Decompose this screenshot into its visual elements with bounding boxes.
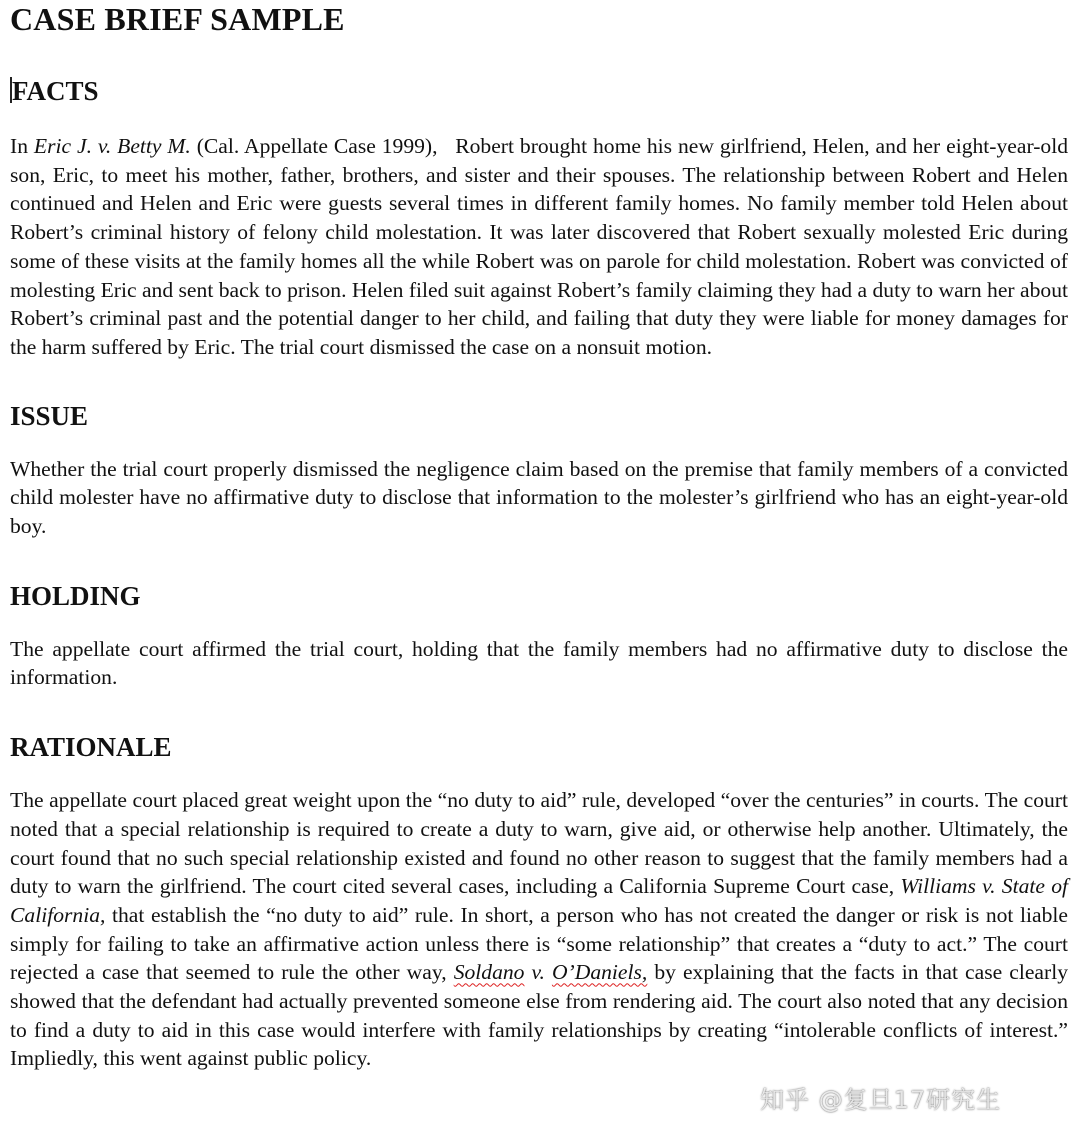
- rationale-section: [10, 732, 1068, 1073]
- issue-section: [10, 401, 1068, 541]
- holding-heading: HOLDING: [10, 580, 141, 611]
- facts-prefix: In: [10, 134, 34, 158]
- rationale-part2: that establish the “no duty to aid” rule. In short, a person who has not created the danger or risk is not liable simply for failing to take an affirmative action unless there is “some relationship” that creates a “duty to act.” The court rejected a case that seemed to rule the other way,: [10, 902, 1068, 985]
- facts-paragraph: [10, 132, 1074, 362]
- document-title: CASE BRIEF SAMPLE: [10, 1, 345, 37]
- rationale-part3: by explaining that the facts in that case clearly showed that the defendant had actually prevented someone else from rendering aid. The court also noted that any decision to find a duty to aid in this case would interfere with family relationships by creating “intolerable conflicts of interest.” Impliedly, this went against public policy.: [10, 960, 1068, 1071]
- document-page: [10, 0, 1074, 1073]
- watermark-text: 知乎 @复旦17研究生: [760, 1086, 1002, 1114]
- rationale-case-williams: Williams v. State of California,: [10, 874, 1068, 927]
- rationale-part1: The appellate court placed great weight upon the “no duty to aid” rule, developed “over the centuries” in courts. The court noted that a special relationship is required to create a duty to warn, give aid, or otherwise help another. Ultimately, the court found that no such special relationship existed and found no other reason to suggest that the family members had a duty to warn the girlfriend. The court cited several cases, including a California Supreme Court case,: [10, 788, 1068, 899]
- facts-heading-text: FACTS: [12, 76, 99, 106]
- issue-paragraph: Whether the trial court properly dismissed the negligence claim based on the premise that family members of a convicted child molester have no affirmative duty to disclose that information to the molester’s girlfriend who has an eight-year-old boy.: [10, 456, 1068, 539]
- rationale-paragraph: [10, 786, 1068, 1073]
- odaniels-spellcheck: O’Daniels,: [551, 960, 648, 985]
- facts-body: (Cal. Appellate Case 1999), Robert brought home his new girlfriend, Helen, and her eight-year-old son, Eric, to meet his mother, father, brothers, and sister and their spouses. The relationship between Robert and Helen continued and Helen and Eric were guests several times in different family homes. No family member told Helen about Robert’s criminal history of felony child molestation. It was later discovered that Robert sexually molested Eric during some of these visits at the family homes all the while Robert was on parole for child molestation. Robert was convicted of molesting Eric and sent back to prison. Helen filed suit against Robert’s family claiming they had a duty to warn her about Robert’s criminal past and the potential danger to her child, and failing that duty they were liable for money damages for the harm suffered by Eric. The trial court dismissed the case on a nonsuit motion.: [10, 134, 1074, 359]
- soldano-v: v.: [524, 960, 552, 985]
- facts-section: [10, 76, 1074, 362]
- rationale-heading: RATIONALE: [10, 732, 172, 763]
- facts-case-name: Eric J. v. Betty M.: [33, 134, 191, 158]
- facts-heading: [10, 76, 1068, 106]
- rationale-case-soldano: [454, 960, 648, 984]
- soldano-spellcheck: Soldano: [453, 960, 525, 985]
- holding-paragraph: The appellate court affirmed the trial court, holding that the family members had no affirmative duty to disclose the information.: [10, 636, 1068, 690]
- issue-heading: ISSUE: [10, 400, 89, 431]
- holding-section: [10, 581, 1068, 692]
